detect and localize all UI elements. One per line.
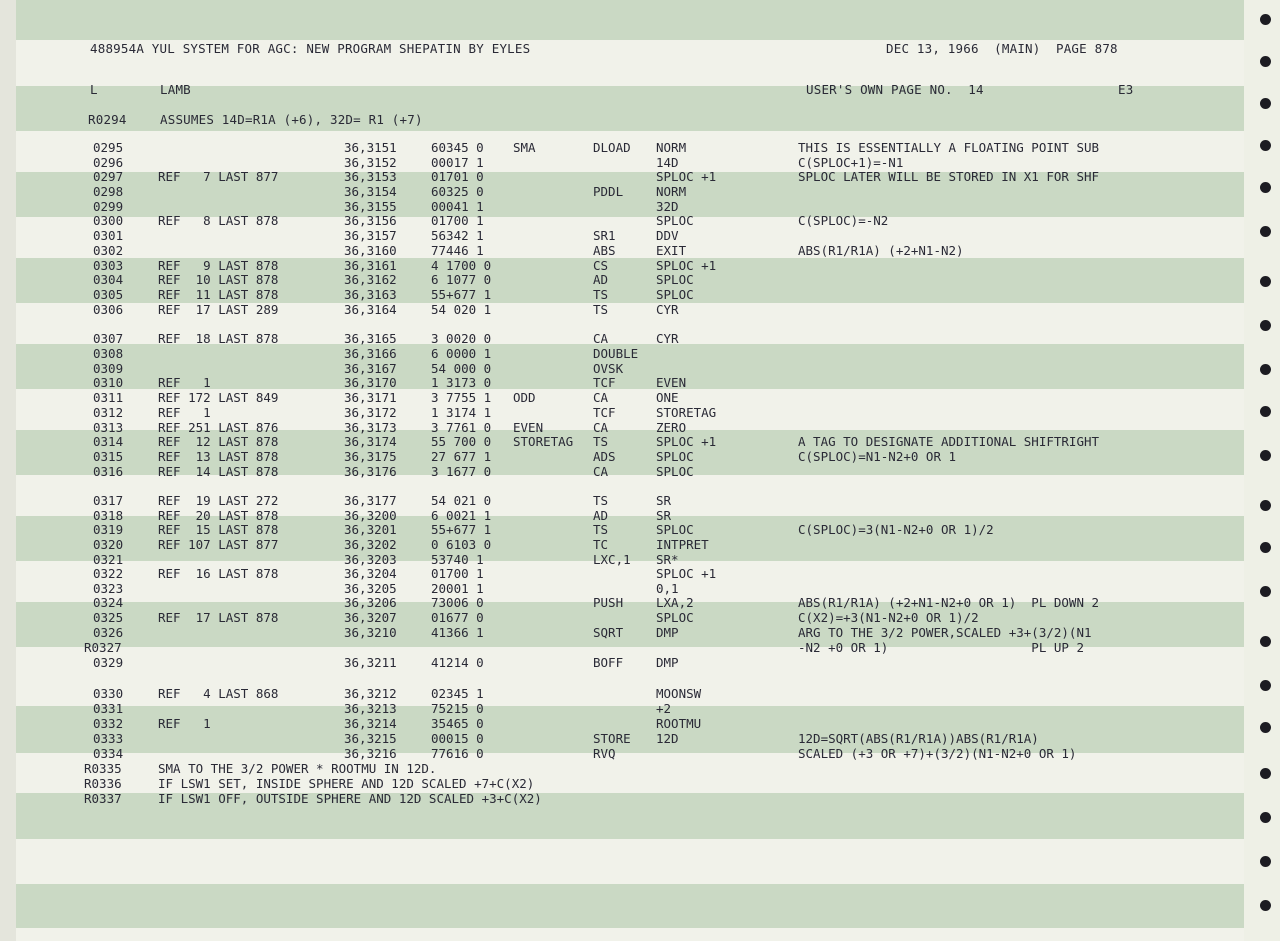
remark-text: IF LSW1 OFF, OUTSIDE SPHERE AND 12D SCALED +3+C(X2) [158,791,542,806]
row-word: 01700 1 [431,213,484,228]
row-n: 0330 [93,686,124,701]
row-operand: SPLOC +1 [656,258,717,273]
row-comment: ABS(R1/R1A) (+2+N1-N2) [798,243,964,258]
feed-hole [1260,450,1271,461]
row-word: 01700 1 [431,566,484,581]
row-op: ABS [593,243,616,258]
row-operand: LXA,2 [656,595,694,610]
row-op: TC [593,537,609,552]
feed-hole [1260,406,1271,417]
row-op: BOFF [593,655,624,670]
row-operand: STORETAG [656,405,717,420]
row-n: 0329 [93,655,124,670]
row-operand: SPLOC [656,464,694,479]
row-word: 56342 1 [431,228,484,243]
listing-row [0,610,1244,625]
row-addr: 36,3210 [344,625,397,640]
row-comment: C(SPLOC)=3(N1-N2+0 OR 1)/2 [798,522,994,537]
row-addr: 36,3153 [344,169,397,184]
row-ref: REF 19 LAST 272 [158,493,279,508]
row-op: TCF [593,375,616,390]
listing-row [0,243,1244,258]
remark-number: R0336 [84,776,122,791]
row-addr: 36,3151 [344,140,397,155]
row-word: 6 0000 1 [431,346,492,361]
row-word: 20001 1 [431,581,484,596]
row-label: SMA [513,140,536,155]
row-ref: REF 1 [158,716,211,731]
row-n: 0304 [93,272,124,287]
row-operand: NORM [656,184,687,199]
assumes-line-number: R0294 [88,112,127,127]
row-op: TS [593,522,609,537]
row-comment: SCALED (+3 OR +7)+(3/2)(N1-N2+0 OR 1) [798,746,1077,761]
row-word: 01677 0 [431,610,484,625]
listing-row [0,449,1244,464]
row-addr: 36,3214 [344,716,397,731]
listing-row [0,731,1244,746]
row-ref: REF 14 LAST 878 [158,464,279,479]
row-operand: DMP [656,655,679,670]
feed-hole [1260,586,1271,597]
row-op: TS [593,287,609,302]
feed-hole [1260,768,1271,779]
row-n: 0298 [93,184,124,199]
row-operand: SPLOC [656,610,694,625]
listing-row [0,361,1244,376]
feed-hole [1260,98,1271,109]
row-op: TS [593,493,609,508]
listing-row [0,581,1244,596]
row-n: 0307 [93,331,124,346]
listing-row [0,716,1244,731]
row-addr: 36,3164 [344,302,397,317]
row-word: 3 7761 0 [431,420,492,435]
row-n: 0312 [93,405,124,420]
row-n: 0333 [93,731,124,746]
row-addr: 36,3171 [344,390,397,405]
row-ref: REF 15 LAST 878 [158,522,279,537]
row-comment: THIS IS ESSENTIALLY A FLOATING POINT SUB [798,140,1100,155]
row-ref: REF 7 LAST 877 [158,169,279,184]
feed-hole [1260,722,1271,733]
row-ref: REF 17 LAST 878 [158,610,279,625]
row-addr: 36,3155 [344,199,397,214]
row-op: TCF [593,405,616,420]
row-word: 77616 0 [431,746,484,761]
row-word: 55+677 1 [431,287,492,302]
row-addr: 36,3213 [344,701,397,716]
row-word: 00041 1 [431,199,484,214]
row-n: 0297 [93,169,124,184]
feed-hole [1260,364,1271,375]
row-addr: 36,3204 [344,566,397,581]
listing-row [0,405,1244,420]
row-op: DOUBLE [593,346,639,361]
subheader-code: E3 [1118,82,1134,97]
listing-row [0,522,1244,537]
row-addr: 36,3170 [344,375,397,390]
listing-row [0,537,1244,552]
row-op: SR1 [593,228,616,243]
row-word: 1 3174 1 [431,405,492,420]
row-operand: EVEN [656,375,687,390]
row-ref: REF 20 LAST 878 [158,508,279,523]
row-n: 0316 [93,464,124,479]
row-op: CA [593,331,609,346]
row-operand: NORM [656,140,687,155]
row-operand: +2 [656,701,672,716]
feed-hole [1260,140,1271,151]
row-operand: 14D [656,155,679,170]
row-n: 0311 [93,390,124,405]
listing-row [0,375,1244,390]
listing-row [0,625,1244,640]
row-addr: 36,3156 [344,213,397,228]
row-word: 54 021 0 [431,493,492,508]
row-addr: 36,3163 [344,287,397,302]
row-operand: SPLOC [656,449,694,464]
row-addr: 36,3152 [344,155,397,170]
row-op: PUSH [593,595,624,610]
row-addr: 36,3205 [344,581,397,596]
feed-hole [1260,14,1271,25]
row-addr: 36,3162 [344,272,397,287]
listing-row [0,184,1244,199]
remark-text: SMA TO THE 3/2 POWER * ROOTMU IN 12D. [158,761,437,776]
listing-row [0,272,1244,287]
row-word: 6 1077 0 [431,272,492,287]
tractor-feed-holes [1260,0,1274,941]
row-ref: REF 107 LAST 877 [158,537,279,552]
row-addr: 36,3174 [344,434,397,449]
row-operand: ROOTMU [656,716,702,731]
row-n: 0321 [93,552,124,567]
listing-row [0,640,1244,655]
listing-row [0,655,1244,670]
row-word: 75215 0 [431,701,484,716]
row-n: 0332 [93,716,124,731]
row-word: 1 3173 0 [431,375,492,390]
row-op: SQRT [593,625,624,640]
row-addr: 36,3206 [344,595,397,610]
row-op: CA [593,390,609,405]
row-ref: REF 11 LAST 878 [158,287,279,302]
row-op: OVSK [593,361,624,376]
row-ref: REF 17 LAST 289 [158,302,279,317]
row-n: 0299 [93,199,124,214]
row-operand: SR* [656,552,679,567]
row-addr: 36,3177 [344,493,397,508]
row-operand: SPLOC [656,522,694,537]
row-op: DLOAD [593,140,631,155]
row-ref: REF 1 [158,375,211,390]
row-op: RVQ [593,746,616,761]
row-addr: 36,3200 [344,508,397,523]
row-n: 0305 [93,287,124,302]
row-addr: 36,3157 [344,228,397,243]
listing-row [0,390,1244,405]
row-word: 02345 1 [431,686,484,701]
row-comment: -N2 +0 OR 1) PL UP 2 [798,640,1084,655]
row-addr: 36,3166 [344,346,397,361]
row-n: 0324 [93,595,124,610]
row-operand: SPLOC [656,287,694,302]
row-word: 00015 0 [431,731,484,746]
row-op: CS [593,258,609,273]
listing-row [0,566,1244,581]
row-comment: C(SPLOC)=N1-N2+0 OR 1 [798,449,957,464]
row-operand: CYR [656,331,679,346]
row-operand: MOONSW [656,686,702,701]
feed-hole [1260,856,1271,867]
listing-row [0,464,1244,479]
row-n: 0319 [93,522,124,537]
row-word: 35465 0 [431,716,484,731]
row-word: 41214 0 [431,655,484,670]
row-operand: SR [656,508,672,523]
feed-hole [1260,56,1271,67]
listing-row [0,302,1244,317]
row-op: PDDL [593,184,624,199]
row-ref: REF 16 LAST 878 [158,566,279,581]
assumes-text: ASSUMES 14D=R1A (+6), 32D= R1 (+7) [160,112,423,127]
row-addr: 36,3215 [344,731,397,746]
row-operand: EXIT [656,243,687,258]
listing-header: 488954A YUL SYSTEM FOR AGC: NEW PROGRAM SHEPATIN BY EYLES [90,41,531,56]
listing-row [0,346,1244,361]
feed-hole [1260,900,1271,911]
row-addr: 36,3175 [344,449,397,464]
row-label: STORETAG [513,434,574,449]
listing-row [0,228,1244,243]
listing-row [0,258,1244,273]
row-word: 6 0021 1 [431,508,492,523]
listing-row [0,595,1244,610]
row-addr: 36,3154 [344,184,397,199]
row-op: AD [593,508,609,523]
row-word: 3 0020 0 [431,331,492,346]
row-operand: 32D [656,199,679,214]
row-n: 0317 [93,493,124,508]
row-op: ADS [593,449,616,464]
green-band [16,0,1244,40]
row-ref: REF 18 LAST 878 [158,331,279,346]
row-n: 0315 [93,449,124,464]
row-addr: 36,3216 [344,746,397,761]
row-n: 0323 [93,581,124,596]
listing-row [0,701,1244,716]
remark-row [0,776,1244,791]
feed-hole [1260,320,1271,331]
listing-row [0,552,1244,567]
listing-row [0,213,1244,228]
row-word: 77446 1 [431,243,484,258]
row-addr: 36,3203 [344,552,397,567]
row-word: 60325 0 [431,184,484,199]
row-ref: REF 1 [158,405,211,420]
row-operand: SPLOC +1 [656,434,717,449]
row-operand: INTPRET [656,537,709,552]
row-n: 0309 [93,361,124,376]
row-comment: ABS(R1/R1A) (+2+N1-N2+0 OR 1) PL DOWN 2 [798,595,1100,610]
row-operand: SPLOC +1 [656,566,717,581]
listing-date-page: DEC 13, 1966 (MAIN) PAGE 878 [886,41,1118,56]
listing-row [0,746,1244,761]
listing-row [0,420,1244,435]
remark-row [0,761,1244,776]
row-operand: SPLOC [656,272,694,287]
listing-row [0,493,1244,508]
feed-hole [1260,500,1271,511]
row-operand: DMP [656,625,679,640]
row-word: 55 700 0 [431,434,492,449]
row-addr: 36,3207 [344,610,397,625]
feed-hole [1260,226,1271,237]
row-operand: DDV [656,228,679,243]
row-ref: REF 9 LAST 878 [158,258,279,273]
green-band [16,884,1244,928]
row-n: 0296 [93,155,124,170]
row-label: ODD [513,390,536,405]
row-addr: 36,3160 [344,243,397,258]
row-n: 0322 [93,566,124,581]
row-comment: C(SPLOC+1)=-N1 [798,155,904,170]
row-word: 54 020 1 [431,302,492,317]
row-op: AD [593,272,609,287]
row-word: 27 677 1 [431,449,492,464]
feed-hole [1260,542,1271,553]
row-word: 54 000 0 [431,361,492,376]
row-ref: REF 8 LAST 878 [158,213,279,228]
feed-hole [1260,636,1271,647]
feed-hole [1260,276,1271,287]
row-comment: C(SPLOC)=-N2 [798,213,889,228]
subheader-name: LAMB [160,82,191,97]
row-operand: 0,1 [656,581,679,596]
listing-row [0,508,1244,523]
subheader-l: L [90,82,98,97]
listing-row [0,331,1244,346]
row-ref: REF 13 LAST 878 [158,449,279,464]
row-operand: SPLOC [656,213,694,228]
row-addr: 36,3173 [344,420,397,435]
feed-hole [1260,182,1271,193]
row-ref: REF 4 LAST 868 [158,686,279,701]
row-op: STORE [593,731,631,746]
row-operand: SR [656,493,672,508]
feed-hole [1260,812,1271,823]
row-operand: SPLOC +1 [656,169,717,184]
row-n: 0306 [93,302,124,317]
row-addr: 36,3161 [344,258,397,273]
row-word: 3 7755 1 [431,390,492,405]
row-n: 0303 [93,258,124,273]
row-op: TS [593,302,609,317]
row-operand: 12D [656,731,679,746]
row-word: 00017 1 [431,155,484,170]
row-word: 60345 0 [431,140,484,155]
row-n: 0295 [93,140,124,155]
row-operand: CYR [656,302,679,317]
listing-row [0,434,1244,449]
row-n: 0300 [93,213,124,228]
row-word: 01701 0 [431,169,484,184]
row-label: EVEN [513,420,544,435]
row-word: 53740 1 [431,552,484,567]
row-n: 0314 [93,434,124,449]
row-addr: 36,3211 [344,655,397,670]
row-n: 0320 [93,537,124,552]
row-operand: ZERO [656,420,687,435]
row-word: 55+677 1 [431,522,492,537]
row-word: 4 1700 0 [431,258,492,273]
row-n: 0302 [93,243,124,258]
listing-row [0,169,1244,184]
row-n: 0313 [93,420,124,435]
listing-row [0,155,1244,170]
remark-number: R0337 [84,791,122,806]
row-addr: 36,3165 [344,331,397,346]
row-n: 0325 [93,610,124,625]
row-n: R0327 [84,640,122,655]
row-addr: 36,3172 [344,405,397,420]
row-ref: REF 10 LAST 878 [158,272,279,287]
row-word: 3 1677 0 [431,464,492,479]
row-n: 0334 [93,746,124,761]
row-addr: 36,3202 [344,537,397,552]
listing-row [0,686,1244,701]
remark-text: IF LSW1 SET, INSIDE SPHERE AND 12D SCALED +7+C(X2) [158,776,535,791]
listing-row [0,140,1244,155]
row-ref: REF 251 LAST 876 [158,420,279,435]
row-n: 0331 [93,701,124,716]
row-op: CA [593,420,609,435]
row-n: 0326 [93,625,124,640]
row-addr: 36,3212 [344,686,397,701]
row-ref: REF 172 LAST 849 [158,390,279,405]
row-n: 0308 [93,346,124,361]
row-n: 0318 [93,508,124,523]
row-addr: 36,3176 [344,464,397,479]
row-addr: 36,3201 [344,522,397,537]
row-comment: SPLOC LATER WILL BE STORED IN X1 FOR SHF [798,169,1100,184]
row-n: 0310 [93,375,124,390]
listing-row [0,287,1244,302]
row-ref: REF 12 LAST 878 [158,434,279,449]
row-comment: ARG TO THE 3/2 POWER,SCALED +3+(3/2)(N1 [798,625,1092,640]
row-op: TS [593,434,609,449]
user-page-number: USER'S OWN PAGE NO. 14 [806,82,984,97]
row-addr: 36,3167 [344,361,397,376]
row-comment: C(X2)=+3(N1-N2+0 OR 1)/2 [798,610,979,625]
row-word: 41366 1 [431,625,484,640]
listing-row [0,199,1244,214]
feed-hole [1260,680,1271,691]
row-operand: ONE [656,390,679,405]
row-op: LXC,1 [593,552,631,567]
row-comment: 12D=SQRT(ABS(R1/R1A))ABS(R1/R1A) [798,731,1039,746]
row-op: CA [593,464,609,479]
row-word: 73006 0 [431,595,484,610]
row-comment: A TAG TO DESIGNATE ADDITIONAL SHIFTRIGHT [798,434,1100,449]
row-n: 0301 [93,228,124,243]
row-word: 0 6103 0 [431,537,492,552]
remark-row [0,791,1244,806]
remark-number: R0335 [84,761,122,776]
